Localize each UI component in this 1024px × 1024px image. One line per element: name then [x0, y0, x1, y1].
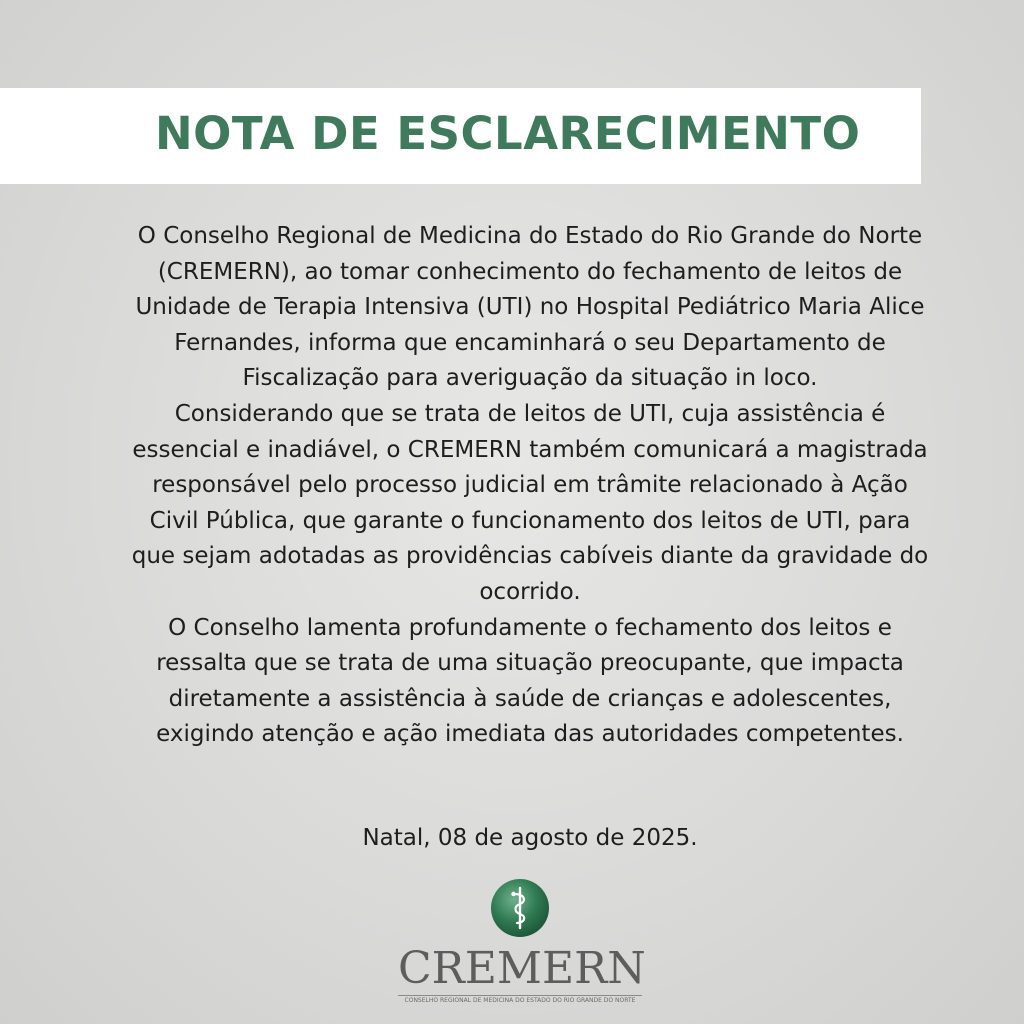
caduceus-emblem-icon: [490, 878, 550, 938]
body-line: ocorrido.: [479, 578, 581, 605]
body-line: (CREMERN), ao tomar conhecimento do fechamento de leitos de: [157, 258, 903, 285]
body-line: responsável pelo processo judicial em trâmite relacionado à Ação: [152, 472, 908, 499]
body-line: diretamente a assistência à saúde de crianças e adolescentes,: [168, 685, 892, 712]
logo-subtitle: CONSELHO REGIONAL DE MEDICINA DO ESTADO DO RIO GRANDE DO NORTE: [398, 995, 642, 1005]
body-line: O Conselho lamenta profundamente o fechamento dos leitos e: [168, 614, 892, 641]
body-line: Fernandes, informa que encaminhará o seu Departamento de: [174, 329, 886, 356]
body-line: Fiscalização para averiguação da situação in loco.: [242, 365, 818, 392]
page-title: NOTA DE ESCLARECIMENTO: [155, 107, 861, 160]
body-line: exigindo atenção e ação imediata das autoridades competentes.: [156, 721, 904, 748]
body-line: O Conselho Regional de Medicina do Estado do Rio Grande do Norte: [137, 223, 923, 249]
logo-wordmark: CREMERN: [398, 943, 646, 994]
body-line: que sejam adotadas as providências cabíveis diante da gravidade do: [131, 543, 929, 570]
body-line: essencial e inadiável, o CREMERN também comunicará a magistrada: [132, 436, 928, 463]
body-line: Unidade de Terapia Intensiva (UTI) no Hospital Pediátrico Maria Alice: [135, 294, 925, 321]
body-line: ressalta que se trata de uma situação preocupante, que impacta: [156, 650, 904, 677]
date-line: Natal, 08 de agosto de 2025.: [362, 825, 698, 851]
statement-body: [70, 219, 990, 753]
body-line: Civil Pública, que garante o funcionamento dos leitos de UTI, para: [149, 507, 911, 534]
body-line: Considerando que se trata de leitos de UTI, cuja assistência é: [174, 400, 886, 427]
